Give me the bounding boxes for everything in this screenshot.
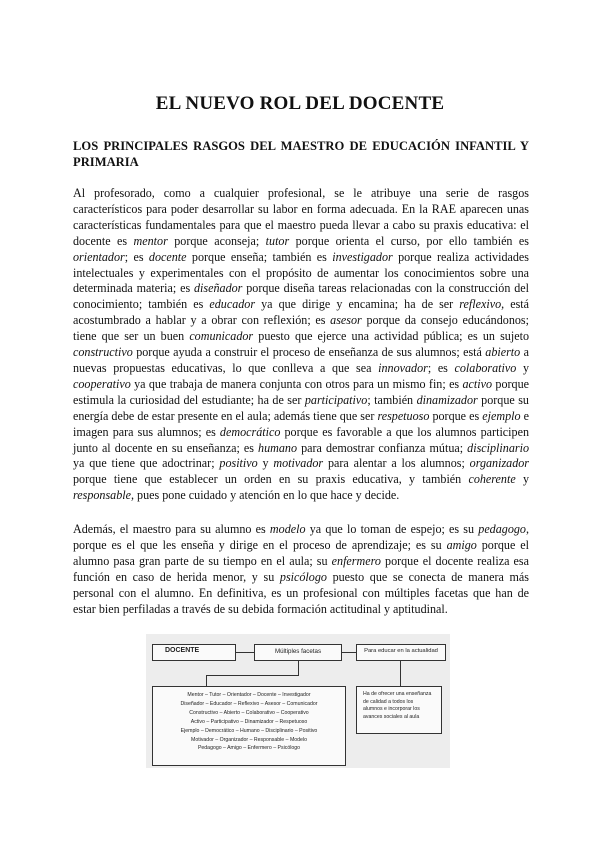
italic-term: coherente — [468, 472, 516, 487]
actualidad-label: Para educar en la actualidad — [364, 648, 438, 654]
italic-term: democrático — [219, 424, 281, 439]
text-run: para alentar a los alumnos; — [323, 456, 470, 471]
text-run: e imagen para sus alumnos; es — [73, 408, 529, 439]
ofrecer-line: alumnos e incorporar los — [363, 706, 420, 713]
text-run: porque tiene que establecer un orden en su praxis educativa, y también — [73, 472, 469, 487]
italic-term: ejemplo — [482, 408, 521, 423]
text-run: para demostrar confianza mútua; — [297, 440, 468, 455]
text-run: porque ayuda a construir el proceso de enseñanza de sus alumnos; está — [132, 345, 486, 360]
ofrecer-line: Ha de ofrecer una enseñanza — [363, 691, 432, 697]
italic-term: orientador — [73, 249, 125, 264]
rasgos-line: Mentor – Tutor – Orientador – Docente – Investigador — [187, 692, 311, 698]
connector-line — [206, 675, 299, 676]
text-run: porque su energía debe de estar presente en el aula; además tiene que ser — [73, 392, 529, 423]
text-run: y — [515, 472, 529, 487]
text-run: y — [257, 456, 274, 471]
italic-term: tutor — [265, 233, 290, 248]
italic-term: amigo — [446, 537, 477, 552]
page-title: EL NUEVO ROL DEL DOCENTE — [155, 93, 445, 114]
italic-term: colaborativo — [454, 360, 517, 375]
text-run: porque el docente realiza esa función en caso de herida menor, y su — [73, 553, 529, 584]
rasgos-box — [152, 686, 346, 766]
text-run: puesto que se conecta de manera más personal con el alumno. En definitiva, es un profesional con múltiples facetas que han de estar bien perfiladas a través de su debida formación actitudinal y aptitudinal. — [73, 569, 529, 616]
text-run: porque estimula la curiosidad del estudiante; ha de ser — [73, 376, 529, 407]
text-run: ; es — [124, 249, 149, 264]
italic-term: enfermero — [331, 553, 381, 568]
connector-line — [400, 661, 401, 686]
italic-term: investigador — [332, 249, 393, 264]
text-run: porque enseña; también es — [186, 249, 333, 264]
text-run: y — [516, 360, 529, 375]
rasgos-line: Diseñador – Educador – Reflexivo – Asesor – Comunicador — [180, 700, 318, 707]
italic-term: comunicador — [189, 329, 254, 344]
italic-term: organizador — [469, 456, 530, 471]
italic-term: abierto — [485, 345, 521, 360]
section-heading: LOS PRINCIPALES RASGOS DEL MAESTRO DE EDUCACIÓN INFANTIL Y PRIMARIA — [73, 139, 529, 169]
italic-term: constructivo — [73, 345, 133, 360]
italic-term: participativo — [304, 392, 368, 407]
text-run: ya que tiene que adoctrinar; — [73, 456, 220, 471]
text-run: Al profesorado, como a cualquier profesional, se le atribuye una serie de rasgos característicos para poder desarrollar su labor en forma adecuada. En la RAE aparecen unas características fundamentales para que el maestro pueda llevar a cabo su praxis educativa: el docente es — [73, 186, 529, 248]
text-run: pues pone cuidado y atención en lo que hace y decide. — [134, 488, 400, 503]
italic-term: asesor — [330, 313, 362, 328]
connector-line — [206, 675, 207, 686]
text-run: , porque es el que les enseña y dirige en el proceso de aprendizaje; es su — [73, 522, 529, 552]
text-run: ; es — [427, 360, 455, 375]
italic-term: motivador — [273, 456, 324, 471]
italic-term: humano — [258, 440, 298, 455]
text-run: ya que lo toman de espejo; es su — [305, 522, 479, 536]
facetas-label: Múltiples facetas — [274, 648, 322, 655]
body-paragraph-2 — [73, 522, 529, 617]
italic-term: responsable, — [73, 488, 135, 503]
italic-term: respetuoso — [377, 408, 430, 423]
text-run: está acostumbrado a hablar y a obrar con reflexión; es — [73, 297, 530, 328]
ofrecer-line: avances sociales al aula — [363, 713, 420, 720]
italic-term: educador — [209, 297, 256, 312]
text-run: ya que dirige y encamina; ha de ser — [255, 297, 460, 312]
text-run: a nuevas propuestas educativas, lo que conlleva a que sea — [73, 345, 529, 375]
text-run: porque orienta el curso, por ello también es — [289, 233, 529, 248]
actualidad-box — [356, 644, 446, 661]
docente-diagram — [146, 634, 450, 768]
italic-term: diseñador — [194, 281, 243, 296]
rasgos-line: Pedagogo – Amigo – Enfermero – Psicólogo — [197, 745, 301, 752]
text-run: puesto que ejerce una actividad pública; es un sujeto — [253, 329, 529, 344]
italic-term: positivo — [219, 456, 258, 471]
italic-term: activo — [462, 376, 493, 391]
text-run: ya que trabaja de manera conjunta con otros para un mismo fin; es — [130, 376, 463, 391]
text-run: porque el alumno pasa gran parte de su tiempo en el aula; su — [73, 537, 529, 568]
body-paragraph-1 — [73, 186, 529, 504]
connector-line — [342, 652, 356, 653]
text-run: Además, el maestro para su alumno es — [73, 522, 270, 536]
rasgos-line: Motivador – Organizador – Responsable – Modelo — [191, 736, 307, 743]
italic-term: pedagogo — [478, 522, 526, 536]
rasgos-line: Constructivo – Abierto – Colaborativo – Cooperativo — [189, 709, 309, 716]
italic-term: disciplinario — [467, 440, 529, 455]
italic-term: reflexivo, — [459, 297, 505, 312]
italic-term: dinamizador — [416, 392, 478, 407]
italic-term: docente — [148, 249, 187, 264]
italic-term: mentor — [133, 233, 168, 248]
connector-line — [298, 661, 299, 675]
text-run: porque es — [429, 408, 483, 423]
docente-box — [152, 644, 236, 661]
text-run: porque diseña tareas relacionadas con la construcción del conocimiento; también es — [73, 281, 529, 312]
rasgos-line: Ejemplo – Democrático – Humano – Disciplinario – Positivo — [180, 727, 318, 734]
text-run: porque realiza actividades intelectuales y experimentales con el propósito de aumentar los conocimientos sobre una determinada materia; es — [73, 249, 529, 296]
text-run: porque aconseja; — [167, 233, 266, 248]
ofrecer-box — [356, 686, 442, 734]
facetas-box — [254, 644, 342, 661]
connector-line — [236, 652, 254, 653]
italic-term: psicólogo — [279, 569, 327, 584]
italic-term: cooperativo — [73, 376, 131, 391]
text-run: ; también — [367, 392, 417, 407]
italic-term: modelo — [269, 522, 306, 536]
text-run: porque da consejo educándonos; tiene que ser un buen — [73, 313, 529, 344]
italic-term: innovador — [378, 360, 428, 375]
docente-label: DOCENTE — [165, 647, 200, 654]
text-run: porque es favorable a que los alumnos participen junto al docente en su enseñanza; es — [73, 424, 529, 455]
rasgos-line: Activo – Participativo – Dinamizador – Respetuoso — [190, 718, 308, 725]
ofrecer-line: de calidad a todos los — [363, 698, 414, 705]
